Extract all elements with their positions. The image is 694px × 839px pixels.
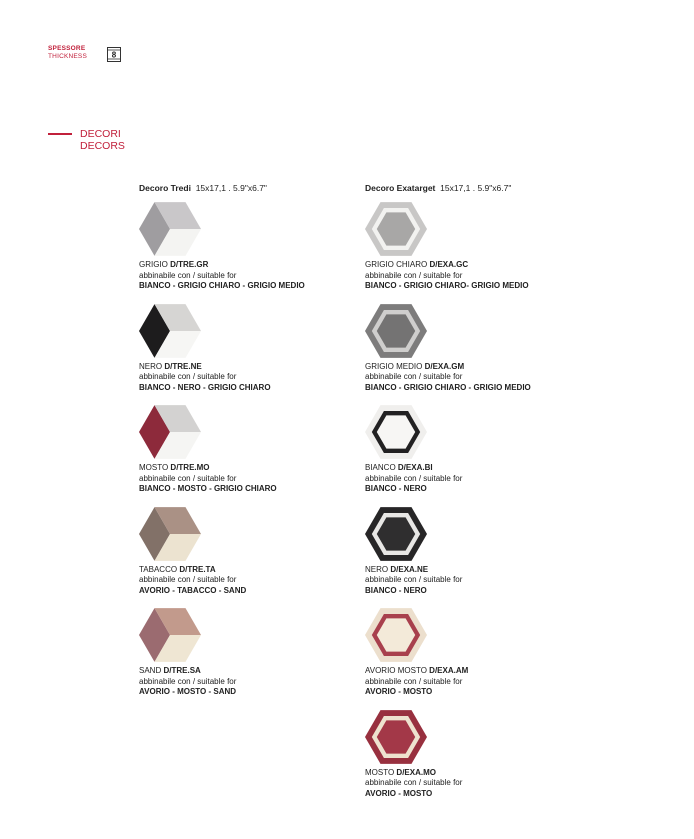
suitable-label: suitable for <box>423 778 463 787</box>
decor-code: D/TRE.SA <box>163 666 201 675</box>
suitable-label: suitable for <box>197 676 237 686</box>
svg-text:8: 8 <box>111 50 117 60</box>
combination-list: AVORIO - MOSTO <box>365 687 433 696</box>
combinable-label: abbinabile con <box>365 676 417 686</box>
decor-code: D/TRE.NE <box>164 361 202 371</box>
decor-code: D/TRE.TA <box>179 564 216 574</box>
hexagon-tile-icon <box>365 401 427 463</box>
combination-list: AVORIO - TABACCO - SAND <box>139 585 247 595</box>
combination-list: BIANCO - NERO - GRIGIO CHIARO <box>139 382 271 392</box>
suitable-label: suitable for <box>423 676 463 686</box>
combinable-label: abbinabile con <box>365 372 417 381</box>
decor-color-name: TABACCO <box>139 564 178 574</box>
decor-code: D/EXA.AM <box>429 666 469 675</box>
collection-size: 15x17,1 . 5.9"x6.7" <box>195 183 267 193</box>
suitable-label: suitable for <box>423 372 463 381</box>
decor-color-name: GRIGIO MEDIO <box>365 361 423 371</box>
combinable-label: abbinabile con <box>139 676 191 686</box>
decor-caption: NERO D/EXA.NE abbinabile con / suitable for BIANCO - NERO <box>365 564 463 595</box>
combinable-label: abbinabile con <box>365 473 417 483</box>
combinable-label: abbinabile con <box>365 575 417 584</box>
combinable-label: abbinabile con <box>139 270 191 280</box>
decor-color-name: SAND <box>139 666 162 675</box>
decor-caption: GRIGIO MEDIO D/EXA.GM abbinabile con / suitable for BIANCO - GRIGIO CHIARO - GRIGIO MEDIO <box>365 361 531 392</box>
combinable-label: abbinabile con <box>365 270 417 280</box>
cube-tile-icon <box>139 401 201 463</box>
decor-caption: TABACCO D/TRE.TA abbinabile con / suitable for AVORIO - TABACCO - SAND <box>139 564 247 595</box>
combinable-label: abbinabile con <box>139 372 191 381</box>
section-rule <box>48 133 72 135</box>
decor-color-name: AVORIO MOSTO <box>365 666 427 675</box>
combination-list: AVORIO - MOSTO <box>365 788 433 798</box>
combination-list: AVORIO - MOSTO - SAND <box>139 687 237 696</box>
decor-caption: MOSTO D/TRE.MO abbinabile con / suitable for BIANCO - MOSTO - GRIGIO CHIARO <box>139 463 277 493</box>
thickness-label-it: SPESSORE <box>48 45 86 52</box>
decor-code: D/EXA.GC <box>429 260 469 269</box>
suitable-label: suitable for <box>197 372 237 381</box>
decor-color-name: MOSTO <box>139 463 169 472</box>
combination-list: BIANCO - GRIGIO CHIARO - GRIGIO MEDIO <box>365 382 531 392</box>
combination-list: BIANCO - NERO <box>365 585 427 595</box>
decor-color-name: GRIGIO <box>139 260 168 269</box>
decor-caption: GRIGIO CHIARO D/EXA.GC abbinabile con / suitable for BIANCO - GRIGIO CHIARO- GRIGIO MEDIO <box>365 260 529 290</box>
decor-color-name: MOSTO <box>365 767 395 777</box>
decor-code: D/EXA.NE <box>390 564 429 574</box>
cube-tile-icon <box>139 503 201 565</box>
suitable-label: suitable for <box>197 270 237 280</box>
suitable-label: suitable for <box>423 270 463 280</box>
decor-caption: GRIGIO D/TRE.GR abbinabile con / suitable for BIANCO - GRIGIO CHIARO - GRIGIO MEDIO <box>139 260 305 290</box>
hexagon-tile-icon <box>365 198 427 260</box>
decor-caption: BIANCO D/EXA.BI abbinabile con / suitable for BIANCO - NERO <box>365 463 463 493</box>
decor-caption: AVORIO MOSTO D/EXA.AM abbinabile con / suitable for AVORIO - MOSTO <box>365 666 469 696</box>
decor-code: D/TRE.MO <box>170 463 210 472</box>
hexagon-tile-icon <box>365 503 427 565</box>
cube-tile-icon <box>139 300 201 362</box>
hexagon-tile-icon <box>365 706 427 768</box>
suitable-label: suitable for <box>197 473 237 483</box>
hexagon-tile-icon <box>365 300 427 362</box>
combination-list: BIANCO - GRIGIO CHIARO- GRIGIO MEDIO <box>365 281 529 290</box>
decor-caption: NERO D/TRE.NE abbinabile con / suitable for BIANCO - NERO - GRIGIO CHIARO <box>139 361 271 392</box>
decor-color-name: GRIGIO CHIARO <box>365 260 428 269</box>
combination-list: BIANCO - GRIGIO CHIARO - GRIGIO MEDIO <box>139 281 305 290</box>
hexagon-tile-icon <box>365 604 427 666</box>
decor-code: D/EXA.BI <box>397 463 433 472</box>
decor-color-name: NERO <box>139 361 163 371</box>
thickness-label-en: THICKNESS <box>48 53 88 60</box>
suitable-label: suitable for <box>423 575 463 584</box>
combination-list: BIANCO - MOSTO - GRIGIO CHIARO <box>139 484 277 493</box>
decor-caption: MOSTO D/EXA.MO abbinabile con / suitable for AVORIO - MOSTO <box>365 767 463 798</box>
collection-name: Decoro Tredi <box>139 183 191 193</box>
collection-size: 15x17,1 . 5.9"x6.7" <box>440 183 512 193</box>
section-title: DECORI <box>80 128 121 140</box>
collection-name: Decoro Exatarget <box>365 183 436 193</box>
decor-caption: SAND D/TRE.SA abbinabile con / suitable for AVORIO - MOSTO - SAND <box>139 666 237 696</box>
combinable-label: abbinabile con <box>139 575 191 584</box>
combinable-label: abbinabile con <box>365 778 417 787</box>
decor-code: D/EXA.GM <box>424 361 465 371</box>
decor-color-name: BIANCO <box>365 463 396 472</box>
decor-code: D/TRE.GR <box>170 260 209 269</box>
cube-tile-icon <box>139 604 201 666</box>
combination-list: BIANCO - NERO <box>365 484 427 493</box>
suitable-label: suitable for <box>197 575 237 584</box>
column-title <box>365 183 645 193</box>
section-title-en: DECORS <box>80 140 125 152</box>
thickness-8mm-icon <box>107 47 121 62</box>
column-exatarget <box>365 183 645 798</box>
cube-tile-icon <box>139 198 201 260</box>
thickness-label <box>48 45 87 61</box>
combinable-label: abbinabile con <box>139 473 191 483</box>
decor-color-name: NERO <box>365 564 389 574</box>
decor-code: D/EXA.MO <box>396 767 436 777</box>
suitable-label: suitable for <box>423 473 463 483</box>
